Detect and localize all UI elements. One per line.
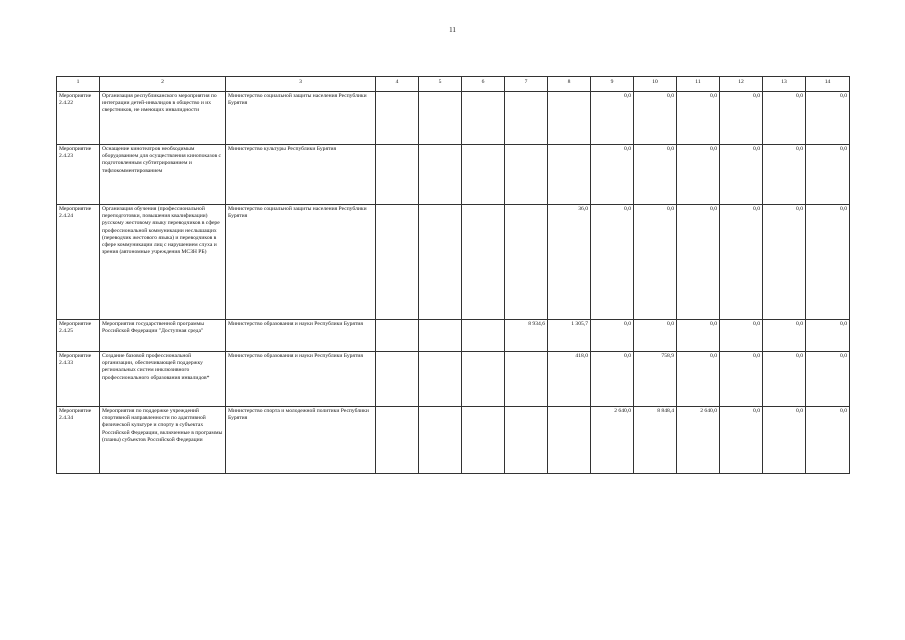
- value-cell-col-5: [419, 145, 462, 205]
- column-header-6: 6: [462, 77, 505, 92]
- value-cell-col-11: 0,0: [677, 352, 720, 407]
- executor-cell: Министерство образования и науки Республики Бурятия: [226, 320, 376, 352]
- column-header-12: 12: [720, 77, 763, 92]
- value-cell-col-12: 0,0: [720, 407, 763, 474]
- value-cell-col-4: [376, 92, 419, 145]
- value-cell-col-10: 758,9: [634, 352, 677, 407]
- event-name-cell: Мероприятия по поддержке учреждений спортивной направленности по адаптивной физической культуре и спорту в субъектах Российской Федерации, включенные в программы (планы) субъектов Российской Федерации: [100, 407, 226, 474]
- value-cell-col-5: [419, 407, 462, 474]
- event-name-cell: Организация обучения (профессиональной переподготовки, повышения квалификации) русскому жестовому языку переводчиков в сфере профессиональной коммуникации неслышащих (переводчик жестового языка) и переводчиков в сфере коммуникации лиц с нарушением слуха и зрения (автономные учреждения МСЗН РБ): [100, 205, 226, 320]
- value-cell-col-10: 0,0: [634, 145, 677, 205]
- value-cell-col-12: 0,0: [720, 92, 763, 145]
- value-cell-col-8: 418,0: [548, 352, 591, 407]
- value-cell-col-14: 0,0: [806, 352, 850, 407]
- value-cell-col-11: 0,0: [677, 92, 720, 145]
- value-cell-col-6: [462, 320, 505, 352]
- value-cell-col-4: [376, 320, 419, 352]
- value-cell-col-13: 0,0: [763, 407, 806, 474]
- value-cell-col-5: [419, 92, 462, 145]
- value-cell-col-5: [419, 205, 462, 320]
- value-cell-col-4: [376, 205, 419, 320]
- value-cell-col-11: 0,0: [677, 205, 720, 320]
- value-cell-col-7: [505, 145, 548, 205]
- value-cell-col-11: 0,0: [677, 320, 720, 352]
- value-cell-col-6: [462, 92, 505, 145]
- value-cell-col-4: [376, 407, 419, 474]
- value-cell-col-7: 8 934,6: [505, 320, 548, 352]
- table-row: [57, 205, 850, 320]
- value-cell-col-14: 0,0: [806, 205, 850, 320]
- table-row: [57, 145, 850, 205]
- event-code-cell: Мероприятие 2.4.24: [57, 205, 100, 320]
- table-row: [57, 407, 850, 474]
- program-table: [56, 76, 850, 474]
- event-name-cell: Оснащение кинотеатров необходимым оборудованием для осуществления кинопоказов с подготовленным субтитрированием и тифлокомментированием: [100, 145, 226, 205]
- executor-cell: Министерство образования и науки Республики Бурятия: [226, 352, 376, 407]
- column-header-10: 10: [634, 77, 677, 92]
- value-cell-col-10: 0,0: [634, 92, 677, 145]
- executor-cell: Министерство социальной защиты населения Республики Бурятия: [226, 205, 376, 320]
- value-cell-col-14: 0,0: [806, 92, 850, 145]
- value-cell-col-13: 0,0: [763, 92, 806, 145]
- column-header-5: 5: [419, 77, 462, 92]
- value-cell-col-6: [462, 407, 505, 474]
- value-cell-col-11: 2 640,0: [677, 407, 720, 474]
- value-cell-col-12: 0,0: [720, 145, 763, 205]
- value-cell-col-14: 0,0: [806, 320, 850, 352]
- column-header-1: 1: [57, 77, 100, 92]
- value-cell-col-9: 0,0: [591, 352, 634, 407]
- value-cell-col-13: 0,0: [763, 145, 806, 205]
- value-cell-col-6: [462, 205, 505, 320]
- event-code-cell: Мероприятие 2.4.23: [57, 145, 100, 205]
- table-row: [57, 320, 850, 352]
- value-cell-col-14: 0,0: [806, 145, 850, 205]
- column-header-3: 3: [226, 77, 376, 92]
- column-header-7: 7: [505, 77, 548, 92]
- value-cell-col-12: 0,0: [720, 320, 763, 352]
- column-header-11: 11: [677, 77, 720, 92]
- value-cell-col-10: 8 848,4: [634, 407, 677, 474]
- event-name-cell: Организация республиканского мероприятия по интеграции детей-инвалидов в общество и их сверстников, не имеющих инвалидности: [100, 92, 226, 145]
- value-cell-col-10: 0,0: [634, 320, 677, 352]
- table-body: [57, 92, 850, 474]
- value-cell-col-5: [419, 320, 462, 352]
- event-name-cell: Мероприятия государственной программы Российской Федерации "Доступная среда": [100, 320, 226, 352]
- value-cell-col-9: 0,0: [591, 205, 634, 320]
- value-cell-col-13: 0,0: [763, 352, 806, 407]
- value-cell-col-12: 0,0: [720, 205, 763, 320]
- value-cell-col-9: 0,0: [591, 92, 634, 145]
- event-code-cell: Мероприятие 2.4.25: [57, 320, 100, 352]
- value-cell-col-8: [548, 145, 591, 205]
- value-cell-col-7: [505, 352, 548, 407]
- value-cell-col-7: [505, 205, 548, 320]
- column-header-4: 4: [376, 77, 419, 92]
- value-cell-col-9: 2 640,0: [591, 407, 634, 474]
- value-cell-col-9: 0,0: [591, 320, 634, 352]
- value-cell-col-13: 0,0: [763, 320, 806, 352]
- value-cell-col-7: [505, 92, 548, 145]
- event-name-cell: Создание базовой профессиональной организации, обеспечивающей поддержку региональных систем инклюзивного профессионального образования инвалидов*: [100, 352, 226, 407]
- page-number: 11: [449, 26, 456, 34]
- event-code-cell: Мероприятие 2.4.34: [57, 407, 100, 474]
- value-cell-col-9: 0,0: [591, 145, 634, 205]
- event-code-cell: Мероприятие 2.4.22: [57, 92, 100, 145]
- column-header-13: 13: [763, 77, 806, 92]
- executor-cell: Министерство социальной защиты населения Республики Бурятия: [226, 92, 376, 145]
- value-cell-col-5: [419, 352, 462, 407]
- header-row: [57, 77, 850, 92]
- value-cell-col-4: [376, 352, 419, 407]
- value-cell-col-10: 0,0: [634, 205, 677, 320]
- executor-cell: Министерство спорта и молодежной политики Республики Бурятия: [226, 407, 376, 474]
- value-cell-col-6: [462, 145, 505, 205]
- table-row: [57, 352, 850, 407]
- value-cell-col-8: [548, 407, 591, 474]
- column-header-14: 14: [806, 77, 850, 92]
- value-cell-col-8: 1 305,7: [548, 320, 591, 352]
- value-cell-col-12: 0,0: [720, 352, 763, 407]
- value-cell-col-13: 0,0: [763, 205, 806, 320]
- value-cell-col-14: 0,0: [806, 407, 850, 474]
- column-header-9: 9: [591, 77, 634, 92]
- value-cell-col-4: [376, 145, 419, 205]
- executor-cell: Министерство культуры Республики Бурятия: [226, 145, 376, 205]
- column-header-8: 8: [548, 77, 591, 92]
- value-cell-col-7: [505, 407, 548, 474]
- column-header-2: 2: [100, 77, 226, 92]
- value-cell-col-8: 36,0: [548, 205, 591, 320]
- value-cell-col-6: [462, 352, 505, 407]
- value-cell-col-8: [548, 92, 591, 145]
- value-cell-col-11: 0,0: [677, 145, 720, 205]
- table-row: [57, 92, 850, 145]
- event-code-cell: Мероприятие 2.4.33: [57, 352, 100, 407]
